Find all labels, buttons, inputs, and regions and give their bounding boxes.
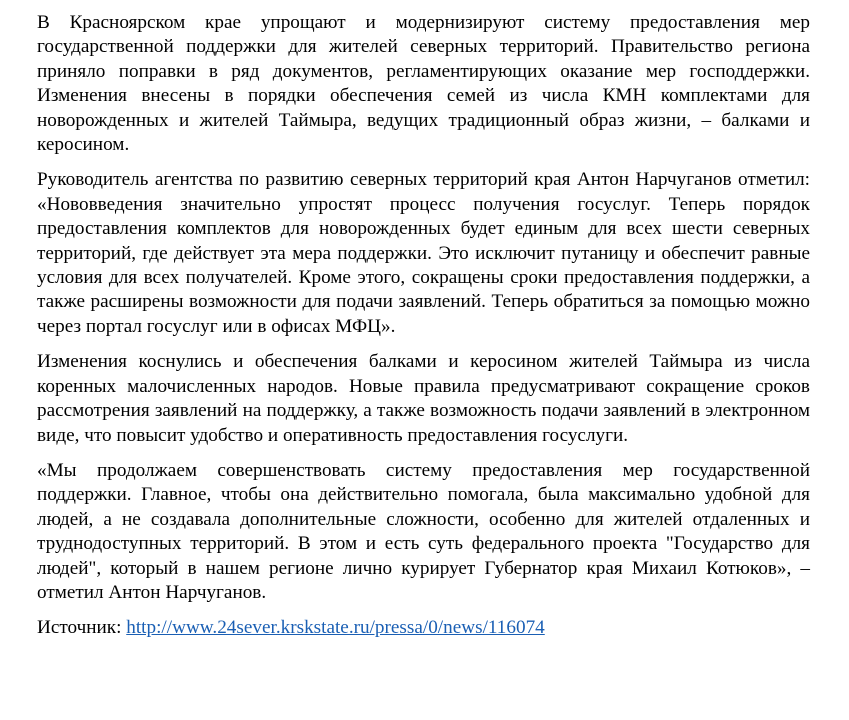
article-paragraph-1: В Красноярском крае упрощают и модернизируют систему предоставления мер государственной поддержки для жителей северных территорий. Правительство региона приняло поправки в ряд документов, регламентирующих оказание мер господдержки. Изменения внесены в порядки обеспечения семей из числа КМН комплектами для новорожденных и жителей Таймыра, ведущих традиционный образ жизни, – балками и керосином. [37,12,810,156]
article-body [37,11,810,641]
article-paragraph-3: Изменения коснулись и обеспечения балками и керосином жителей Таймыра из числа коренных малочисленных народов. Новые правила предусматривают сокращение сроков рассмотрения заявлений на поддержку, а также возможность подачи заявлений в электронном виде, что повысит удобство и оперативность предоставления госуслуги. [37,351,810,446]
article-paragraph-4: «Мы продолжаем совершенствовать систему предоставления мер государственной поддержки. Главное, чтобы она действительно помогала, была максимально удобной для людей, а не создавала дополнительные сложности, особенно для жителей отдаленных и труднодоступных территорий. В этом и есть суть федерального проекта "Государство для людей", который в нашем регионе лично курирует Губернатор края Михаил Котюков», – отметил Антон Нарчуганов. [37,459,810,603]
source-line [37,616,810,640]
article-paragraph-2: Руководитель агентства по развитию северных территорий края Антон Нарчуганов отметил: «Нововведения значительно упростят процесс получения госуслуг. Теперь порядок предоставления комплектов для новорожденных будет единым для всех шести северных территорий, где действует эта мера поддержки. Это исключит путаницу и обеспечит равные условия для всех получателей. Кроме этого, сокращены сроки предоставления поддержки, а также расширены возможности для подачи заявлений. Теперь обратиться за помощью можно через портал госуслуг или в офисах МФЦ». [37,169,810,337]
source-label: Источник: [37,617,122,639]
source-link[interactable]: http://www.24sever.krskstate.ru/pressa/0/news/116074 [126,617,545,639]
